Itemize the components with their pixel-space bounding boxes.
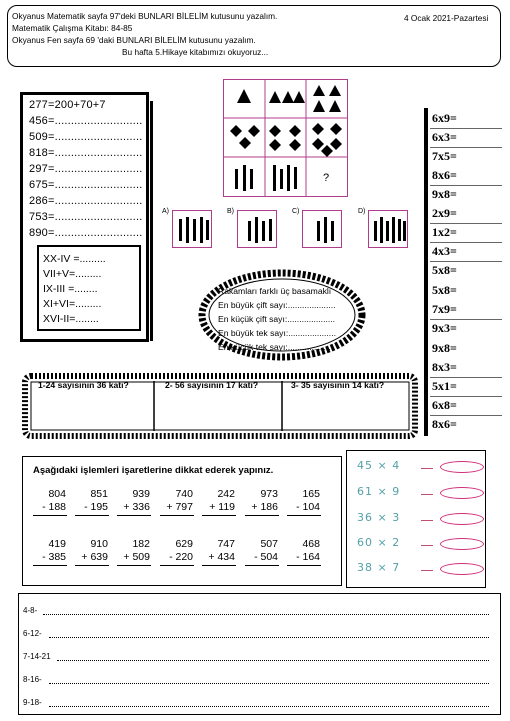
dotted-row-label: 8-16- (23, 675, 42, 684)
oval-title: Rakamları farklı üç basamaklı (218, 286, 332, 296)
operation-answer-line[interactable] (117, 515, 151, 516)
header-line-1: Okyanus Matematik sayfa 97'deki BUNLARI BİLELİM kutusunu yazalım. (12, 11, 278, 21)
operations-box (22, 456, 342, 586)
mult-row: 5x8= (432, 283, 457, 297)
roman-row: XI+VI=......... (43, 298, 102, 310)
option-d-bars (369, 211, 409, 249)
oval-line: En küçük çift sayı:.................... (218, 314, 336, 324)
mult-row: 7x9= (430, 299, 502, 320)
mult-row: 6x9= (430, 108, 502, 129)
operation-answer-line[interactable] (160, 515, 194, 516)
mult-row: 8x3= (430, 357, 502, 378)
dotted-row-label: 7-14-21 (23, 652, 51, 661)
pv-row: 277=200+70+7 (29, 99, 106, 111)
pv-row: 297=........................... (29, 163, 143, 175)
operand-bottom: - 188 (42, 501, 66, 513)
operation-answer-line[interactable] (33, 515, 67, 516)
calc-dash (421, 570, 433, 571)
mult-row: 7x5= (432, 149, 457, 163)
pv-row: 509=........................... (29, 131, 143, 143)
pv-row: 286=........................... (29, 195, 143, 207)
calc-expression: 36 × 3 (357, 511, 401, 524)
operation-answer-line[interactable] (202, 515, 236, 516)
kati-question-1: 1-24 sayısının 36 katı? (38, 380, 129, 390)
dotted-row-label: 6-12- (23, 629, 42, 638)
operation-answer-line[interactable] (160, 565, 194, 566)
operand-bottom: - 195 (84, 501, 108, 513)
mult-row: 8x6= (430, 165, 502, 186)
calc-dash (421, 468, 433, 469)
pv-row: 675=........................... (29, 179, 143, 191)
operation-answer-line[interactable] (245, 565, 279, 566)
answer-oval[interactable] (440, 538, 484, 550)
operand-bottom: - 385 (42, 551, 66, 563)
operation-answer-line[interactable] (287, 515, 321, 516)
oval-line: En büyük çift sayı:.................... (218, 300, 336, 310)
operation-answer-line[interactable] (287, 565, 321, 566)
calc-expression: 60 × 2 (357, 536, 401, 549)
mult-row: 9x8= (432, 187, 457, 201)
dotted-line[interactable] (49, 706, 489, 707)
dotted-line[interactable] (43, 614, 489, 615)
answer-oval[interactable] (440, 461, 484, 473)
header-line-3: Okyanus Fen sayfa 69 'daki BUNLARI BİLELİM kutusunu yazalım. (12, 35, 256, 45)
option-a-label: A) (162, 208, 169, 215)
header-date: 4 Ocak 2021-Pazartesi (404, 13, 489, 23)
operation-answer-line[interactable] (245, 515, 279, 516)
operand-top: 973 (260, 488, 278, 500)
dotted-line[interactable] (49, 637, 489, 638)
operand-bottom: + 434 (208, 551, 235, 563)
operand-top: 419 (48, 538, 66, 550)
mult-row: 8x6= (432, 417, 457, 431)
roman-row: XVI-II=........ (43, 313, 99, 325)
mult-row: 9x3= (432, 321, 457, 335)
option-a[interactable] (172, 210, 212, 248)
place-value-box (20, 92, 149, 342)
operand-top: 804 (48, 488, 66, 500)
dotted-line[interactable] (57, 660, 489, 661)
mult-row: 2x9= (430, 203, 502, 224)
operand-top: 851 (90, 488, 108, 500)
operand-top: 629 (175, 538, 193, 550)
mult-row: 5x1= (430, 376, 502, 397)
pattern-shapes (223, 79, 348, 197)
option-b-bars (238, 211, 278, 249)
pv-row: 818=........................... (29, 147, 143, 159)
operation-answer-line[interactable] (75, 515, 109, 516)
operand-top: 747 (217, 538, 235, 550)
operation-answer-line[interactable] (33, 565, 67, 566)
operand-bottom: + 186 (251, 501, 278, 513)
kati-question-2: 2- 56 sayısının 17 katı? (165, 380, 259, 390)
option-b-label: B) (227, 208, 234, 215)
operand-top: 182 (132, 538, 150, 550)
operation-answer-line[interactable] (117, 565, 151, 566)
oval-line: En küçük tek sayı:.................... (218, 342, 336, 352)
roman-row: XX-IV =......... (43, 253, 106, 265)
operand-top: 507 (260, 538, 278, 550)
dotted-row-label: 4-8- (23, 606, 38, 615)
header-line-2: Matematik Çalışma Kitabı: 84-85 (12, 23, 133, 33)
option-b[interactable] (237, 210, 277, 248)
operand-top: 468 (302, 538, 320, 550)
option-c[interactable] (302, 210, 342, 248)
operand-bottom: + 336 (123, 501, 150, 513)
answer-oval[interactable] (440, 513, 484, 525)
header-line-4: Bu hafta 5.Hikaye kitabımızı okuyoruz... (122, 47, 269, 57)
operand-top: 910 (90, 538, 108, 550)
calc-expression: 45 × 4 (357, 459, 401, 472)
pattern-question-mark: ? (323, 172, 330, 184)
calc-dash (421, 520, 433, 521)
operand-bottom: - 504 (254, 551, 278, 563)
mult-row: 9x8= (432, 341, 457, 355)
mult-row: 4x3= (430, 241, 502, 262)
operation-answer-line[interactable] (202, 565, 236, 566)
header-box (7, 5, 501, 67)
calc-expression: 38 × 7 (357, 561, 401, 574)
roman-row: VII+V=......... (43, 268, 102, 280)
operand-bottom: - 104 (296, 501, 320, 513)
operand-bottom: + 119 (209, 501, 235, 513)
operand-bottom: - 220 (169, 551, 193, 563)
pv-row: 753=........................... (29, 211, 143, 223)
mult-row: 6x8= (430, 395, 502, 416)
roman-numeral-box (37, 245, 141, 331)
dotted-row-label: 9-18- (23, 698, 42, 707)
calc-dash (421, 494, 433, 495)
option-d[interactable] (368, 210, 408, 248)
pv-row: 456=........................... (29, 115, 143, 127)
answer-oval[interactable] (440, 563, 484, 575)
option-d-label: D) (358, 208, 366, 215)
operand-bottom: + 639 (81, 551, 108, 563)
option-c-bars (303, 211, 343, 249)
option-a-bars (173, 211, 213, 249)
answer-oval[interactable] (440, 487, 484, 499)
roman-row: IX-III =........ (43, 283, 98, 295)
option-c-label: C) (292, 208, 300, 215)
operand-bottom: - 164 (296, 551, 320, 563)
pattern-grid (223, 79, 348, 197)
operand-bottom: + 797 (166, 501, 193, 513)
operand-top: 242 (217, 488, 235, 500)
operations-title: Aşağıdaki işlemleri işaretlerine dikkat ederek yapınız. (33, 465, 274, 476)
pv-row: 890=........................... (29, 227, 143, 239)
oval-line: En büyük tek sayı:.................... (218, 328, 336, 338)
operand-top: 939 (132, 488, 150, 500)
operation-answer-line[interactable] (75, 565, 109, 566)
mult-row: 1x2= (430, 222, 502, 243)
operand-top: 165 (302, 488, 320, 500)
calc-expression: 61 × 9 (357, 485, 401, 498)
calc-box (346, 450, 486, 588)
kati-question-3: 3- 35 sayısının 14 katı? (291, 380, 385, 390)
mult-row: 6x3= (430, 127, 502, 148)
mult-row: 5x8= (432, 263, 457, 277)
dotted-line[interactable] (49, 683, 489, 684)
calc-dash (421, 545, 433, 546)
operand-bottom: + 509 (123, 551, 150, 563)
operand-top: 740 (175, 488, 193, 500)
dotted-lines-box (18, 593, 501, 715)
